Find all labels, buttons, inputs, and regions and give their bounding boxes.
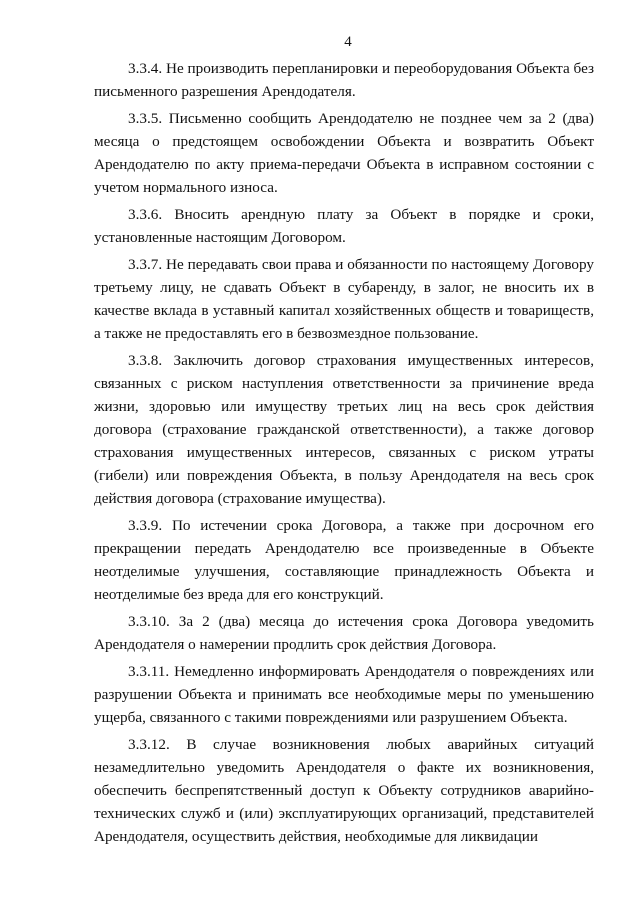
- clause-3-3-9: 3.3.9. По истечении срока Договора, а также при досрочном его прекращении передать Арендодателю все произведенные в Объекте неотделимые улучшения, составляющие принадлежность Объекта и неотделимые без вреда для его конструкций.: [94, 517, 594, 603]
- clause-3-3-6: 3.3.6. Вносить арендную плату за Объект в порядке и сроки, установленные настоящим Договором.: [94, 206, 594, 246]
- clause-3-3-8: 3.3.8. Заключить договор страхования имущественных интересов, связанных с риском наступления ответственности за причинение вреда жизни, здоровью или имуществу третьих лиц на весь срок действия договора (страхование гражданской ответственности), а также договор страхования имущественных интересов, связанных с риском утраты (гибели) или повреждения Объекта, в пользу Арендодателя на весь срок действия договора (страхование имущества).: [94, 352, 594, 507]
- page-number: 4: [344, 34, 352, 50]
- clause-3-3-7: 3.3.7. Не передавать свои права и обязанности по настоящему Договору третьему лицу, не сдавать Объект в субаренду, в залог, не вносить их в качестве вклада в уставный капитал хозяйственных обществ и товариществ, а также не предоставлять его в безвозмездное пользование.: [94, 256, 594, 342]
- clause-3-3-5: 3.3.5. Письменно сообщить Арендодателю не позднее чем за 2 (два) месяца о предстоящем освобождении Объекта и возвратить Объект Арендодателю по акту приема-передачи Объекта в исправном состоянии с учетом нормального износа.: [94, 110, 594, 196]
- clause-3-3-11: 3.3.11. Немедленно информировать Арендодателя о повреждениях или разрушении Объекта и принимать все необходимые меры по уменьшению ущерба, связанного с такими повреждениями или разрушением Объекта.: [94, 663, 594, 726]
- clause-3-3-10: 3.3.10. За 2 (два) месяца до истечения срока Договора уведомить Арендодателя о намерении продлить срок действия Договора.: [94, 613, 594, 653]
- clause-3-3-4: 3.3.4. Не производить перепланировки и переоборудования Объекта без письменного разрешения Арендодателя.: [94, 60, 594, 100]
- clause-3-3-12: 3.3.12. В случае возникновения любых аварийных ситуаций незамедлительно уведомить Арендодателя о факте их возникновения, обеспечить беспрепятственный доступ к Объекту сотрудников аварийно-технических служб и (или) эксплуатирующих организаций, представителей Арендодателя, осуществить действия, необходимые для ликвидации: [94, 736, 594, 845]
